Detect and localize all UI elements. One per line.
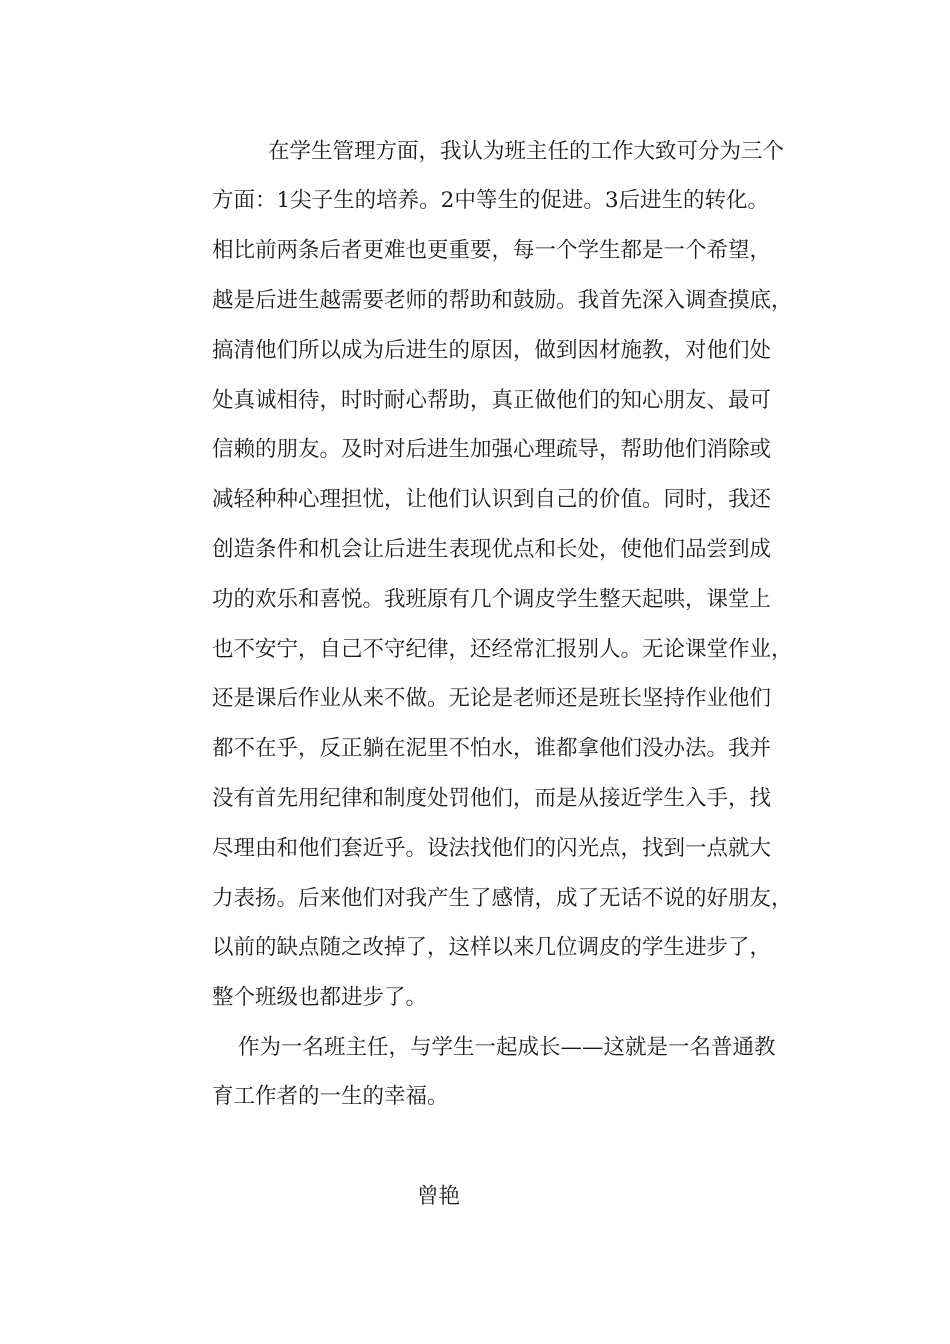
paragraph-1-line-1: 在学生管理方面，我认为班主任的工作大致可分为三个 [268,139,785,164]
paragraph-1-line-11: 也不安宁，自己不守纪律，还经常汇报别人。无论课堂作业， [212,637,793,662]
paragraph-1-line-3: 相比前两条后者更难也更重要，每一个学生都是一个希望， [212,238,772,263]
paragraph-1-line-6: 处真诚相待，时时耐心帮助，真正做他们的知心朋友、最可 [212,388,772,413]
paragraph-1-line-14: 没有首先用纪律和制度处罚他们，而是从接近学生入手，找 [212,786,772,811]
paragraph-1-line-17: 以前的缺点随之改掉了，这样以来几位调皮的学生进步了， [212,935,772,960]
paragraph-1-line-9: 创造条件和机会让后进生表现优点和长处，使他们品尝到成 [212,537,772,562]
paragraph-1-line-16: 力表扬。后来他们对我产生了感情，成了无话不说的好朋友， [212,886,793,911]
paragraph-1-line-18: 整个班级也都进步了。 [212,985,428,1010]
paragraph-1-line-4: 越是后进生越需要老师的帮助和鼓励。我首先深入调查摸底， [212,288,793,313]
paragraph-2-line-2: 育工作者的一生的幸福。 [212,1084,449,1109]
paragraph-1-line-12: 还是课后作业从来不做。无论是老师还是班长坚持作业他们 [212,686,772,711]
paragraph-2-line-1: 作为一名班主任，与学生一起成长——这就是一名普通教 [238,1035,776,1060]
paragraph-1-line-8: 减轻种种心理担忧，让他们认识到自己的价值。同时，我还 [212,487,772,512]
paragraph-1-line-13: 都不在乎，反正躺在泥里不怕水，谁都拿他们没办法。我并 [212,736,772,761]
paragraph-1-line-7: 信赖的朋友。及时对后进生加强心理疏导，帮助他们消除或 [212,437,772,462]
paragraph-1-line-5: 搞清他们所以成为后进生的原因，做到因材施教，对他们处 [212,338,772,363]
paragraph-1-line-10: 功的欢乐和喜悦。我班原有几个调皮学生整天起哄，课堂上 [212,587,772,612]
paragraph-1-line-15: 尽理由和他们套近乎。设法找他们的闪光点，找到一点就大 [212,836,772,861]
author-signature: 曾艳 [417,1184,461,1209]
paragraph-1-line-2: 方面：1尖子生的培养。2中等生的促进。3后进生的转化。 [212,188,770,213]
